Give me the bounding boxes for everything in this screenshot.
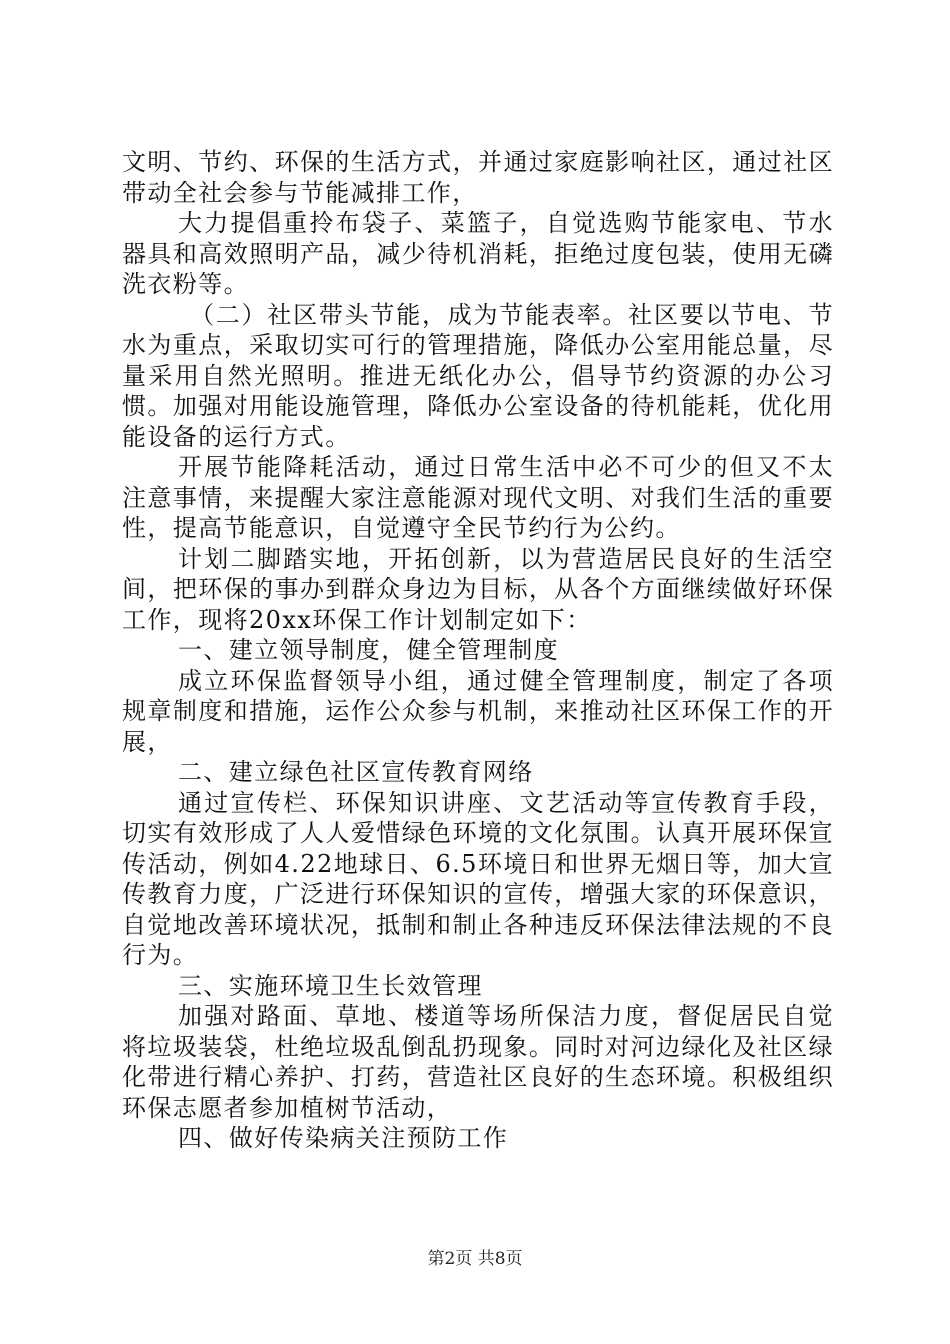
paragraph: 开展节能降耗活动，通过日常生活中必不可少的但又不太注意事情，来提醒大家注意能源对现代文明、对我们生活的重要性，提高节能意识，自觉遵守全民节约行为公约。 xyxy=(122,453,834,542)
section-heading: 一、建立领导制度，健全管理制度 xyxy=(178,636,559,664)
section-heading: 四、做好传染病关注预防工作 xyxy=(178,1124,509,1152)
paragraph: 计划二脚踏实地，开拓创新，以为营造居民良好的生活空间，把环保的事办到群众身边为目标，从各个方面继续做好环保工作，现将20xx环保工作计划制定如下： xyxy=(122,544,834,634)
section-heading: 三、实施环境卫生长效管理 xyxy=(178,971,483,1000)
paragraph: 大力提倡重拎布袋子、菜篮子，自觉选购节能家电、节水器具和高效照明产品，减少待机消耗，拒绝过度包装，使用无磷洗衣粉等。 xyxy=(122,209,834,298)
paragraph: 成立环保监督领导小组，通过健全管理制度，制定了各项规章制度和措施，运作公众参与机制，来推动社区环保工作的开展， xyxy=(122,666,834,756)
document-body xyxy=(122,147,834,1154)
section-heading: 二、建立绿色社区宣传教育网络 xyxy=(178,758,534,786)
paragraph: （二）社区带头节能，成为节能表率。社区要以节电、节水为重点，采取切实可行的管理措施，降低办公室用能总量，尽量采用自然光照明。推进无纸化办公，倡导节约资源的办公习惯。加强对用能设施管理，降低办公室设备的待机能耗，优化用能设备的运行方式。 xyxy=(122,300,834,451)
paragraph: 通过宣传栏、环保知识讲座、文艺活动等宣传教育手段，切实有效形成了人人爱惜绿色环境的文化氛围。认真开展环保宣传活动，例如4.22地球日、6.5环境日和世界无烟日等，加大宣传教育力度，广泛进行环保知识的宣传，增强大家的环保意识，自觉地改善环境状况，抵制和制止各种违反环保法律法规的不良行为。 xyxy=(122,788,834,969)
paragraph: 文明、节约、环保的生活方式，并通过家庭影响社区，通过社区带动全社会参与节能减排工作， xyxy=(122,148,834,207)
page-number-footer: 第2页 共8页 xyxy=(427,1249,523,1269)
paragraph: 加强对路面、草地、楼道等场所保洁力度，督促居民自觉将垃圾装袋，杜绝垃圾乱倒乱扔现象。同时对河边绿化及社区绿化带进行精心养护、打药，营造社区良好的生态环境。积极组织环保志愿者参加植树节活动， xyxy=(122,1002,834,1122)
